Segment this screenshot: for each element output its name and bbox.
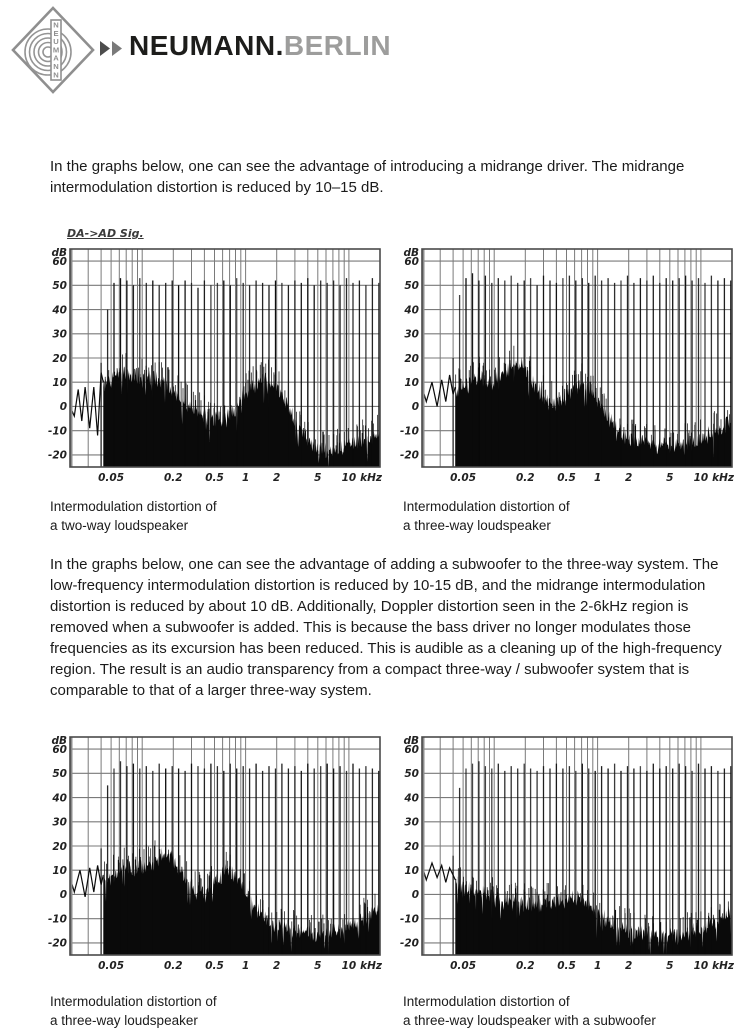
svg-text:N: N <box>53 20 59 30</box>
svg-text:20: 20 <box>404 840 419 853</box>
svg-text:0.2: 0.2 <box>163 960 183 972</box>
svg-text:N: N <box>53 62 59 71</box>
chart-intermod-two-way <box>44 243 384 493</box>
svg-text:1: 1 <box>241 472 250 484</box>
svg-text:0.05: 0.05 <box>98 472 125 484</box>
svg-text:kHz: kHz <box>712 472 734 484</box>
svg-text:-20: -20 <box>400 937 419 950</box>
svg-text:60: 60 <box>404 255 419 268</box>
svg-text:-20: -20 <box>48 449 67 462</box>
svg-text:5: 5 <box>666 960 674 972</box>
svg-text:kHz: kHz <box>360 960 382 972</box>
svg-text:A: A <box>53 53 59 63</box>
svg-text:40: 40 <box>404 792 419 805</box>
svg-text:50: 50 <box>52 280 67 293</box>
svg-text:30: 30 <box>404 816 419 829</box>
subwoofer-paragraph: In the graphs below, one can see the advantage of adding a subwoofer to the three-way system. The low-frequency intermodulation distortion is reduced by 10-15 dB, and the midrange intermodulation distortion is reduced by about 10 dB. Additionally, Doppler distortion seen in the 2-6kHz region is removed when a subwoofer is added. This is because the bass driver no longer modulates those frequencies as its excursion has been reduced. This is audible as a cleaning up of the high-frequency region. The result is an audio transparency from a compact three-way / subwoofer system that is comparable to that of a larger three-way system. <box>50 556 722 699</box>
caption-line: Intermodulation distortion of <box>50 994 217 1009</box>
svg-text:0: 0 <box>411 889 419 902</box>
caption-line: a three-way loudspeaker <box>403 517 551 533</box>
caption-two-way <box>50 498 217 535</box>
svg-text:0.5: 0.5 <box>205 960 224 972</box>
svg-text:dB: dB <box>51 247 67 259</box>
svg-text:-10: -10 <box>400 425 419 438</box>
svg-text:10: 10 <box>341 472 357 484</box>
brand-name: NEUMANN. <box>129 30 284 61</box>
caption-three-way-bottom <box>50 993 217 1030</box>
svg-text:2: 2 <box>273 960 281 972</box>
svg-text:0: 0 <box>59 401 67 414</box>
svg-text:E: E <box>53 28 59 38</box>
svg-text:0: 0 <box>59 889 67 902</box>
svg-text:20: 20 <box>52 352 67 365</box>
svg-text:0.5: 0.5 <box>557 960 576 972</box>
brand-wordmark <box>129 30 391 62</box>
svg-text:30: 30 <box>404 328 419 341</box>
svg-text:30: 30 <box>52 816 67 829</box>
caption-three-way-top <box>403 498 570 535</box>
svg-text:2: 2 <box>273 472 281 484</box>
svg-text:-10: -10 <box>48 913 67 926</box>
svg-text:0.2: 0.2 <box>515 960 535 972</box>
svg-text:1: 1 <box>593 472 602 484</box>
svg-text:1: 1 <box>241 960 250 972</box>
svg-text:dB: dB <box>403 735 419 747</box>
emblem-vertical-text <box>53 21 59 80</box>
svg-text:dB: dB <box>403 247 419 259</box>
svg-text:0.5: 0.5 <box>557 472 576 484</box>
chart-intermod-three-way-bottom <box>44 731 384 981</box>
svg-text:10: 10 <box>52 865 67 877</box>
caption-line: Intermodulation distortion of <box>50 499 217 514</box>
svg-text:60: 60 <box>404 743 419 756</box>
svg-text:60: 60 <box>52 743 67 756</box>
svg-text:U: U <box>53 37 59 47</box>
svg-text:-10: -10 <box>48 425 67 438</box>
neumann-emblem-logo <box>10 5 96 95</box>
svg-text:0.05: 0.05 <box>450 960 477 972</box>
brand-suffix: BERLIN <box>283 30 392 61</box>
chart-intermod-three-way-top <box>396 243 736 493</box>
svg-text:5: 5 <box>314 960 322 972</box>
svg-text:20: 20 <box>404 352 419 365</box>
svg-text:50: 50 <box>404 280 419 293</box>
caption-line: Intermodulation distortion of <box>403 994 570 1009</box>
svg-text:60: 60 <box>52 255 67 268</box>
svg-text:50: 50 <box>52 768 67 781</box>
caption-line: a three-way loudspeaker with a subwoofer <box>403 1012 656 1028</box>
svg-text:0.05: 0.05 <box>450 472 477 484</box>
caption-line: a two-way loudspeaker <box>50 517 189 533</box>
svg-text:-20: -20 <box>400 449 419 462</box>
svg-text:kHz: kHz <box>712 960 734 972</box>
spectrum-plot <box>44 243 384 493</box>
svg-text:30: 30 <box>52 328 67 341</box>
svg-text:40: 40 <box>52 792 67 805</box>
svg-text:1: 1 <box>593 960 602 972</box>
spectrum-plot <box>396 243 736 493</box>
double-arrow-icon <box>100 41 126 56</box>
intro-paragraph: In the graphs below, one can see the advantage of introducing a midrange driver. The midrange intermodulation distortion is reduced by 10–15 dB. <box>50 158 685 196</box>
spectrum-plot <box>396 731 736 981</box>
svg-text:10: 10 <box>404 377 419 389</box>
svg-text:10: 10 <box>693 960 709 972</box>
svg-text:40: 40 <box>404 304 419 317</box>
svg-text:0: 0 <box>411 401 419 414</box>
caption-three-way-subwoofer <box>403 993 656 1030</box>
svg-text:5: 5 <box>666 472 674 484</box>
svg-text:-10: -10 <box>400 913 419 926</box>
caption-line: a three-way loudspeaker <box>50 1012 198 1028</box>
svg-text:0.5: 0.5 <box>205 472 224 484</box>
svg-text:0.05: 0.05 <box>98 960 125 972</box>
chart-signal-title: DA->AD Sig. <box>67 227 144 240</box>
svg-text:0.2: 0.2 <box>515 472 535 484</box>
svg-text:2: 2 <box>625 472 633 484</box>
svg-text:40: 40 <box>52 304 67 317</box>
spectrum-plot <box>44 731 384 981</box>
svg-text:2: 2 <box>625 960 633 972</box>
caption-line: Intermodulation distortion of <box>403 499 570 514</box>
svg-text:M: M <box>52 45 60 55</box>
svg-text:10: 10 <box>341 960 357 972</box>
svg-text:10: 10 <box>693 472 709 484</box>
svg-text:10: 10 <box>52 377 67 389</box>
svg-text:kHz: kHz <box>360 472 382 484</box>
svg-text:10: 10 <box>404 865 419 877</box>
chart-intermod-three-way-subwoofer <box>396 731 736 981</box>
svg-text:20: 20 <box>52 840 67 853</box>
svg-text:dB: dB <box>51 735 67 747</box>
svg-text:N: N <box>53 70 59 80</box>
svg-text:5: 5 <box>314 472 322 484</box>
svg-text:-20: -20 <box>48 937 67 950</box>
svg-text:50: 50 <box>404 768 419 781</box>
svg-text:0.2: 0.2 <box>163 472 183 484</box>
